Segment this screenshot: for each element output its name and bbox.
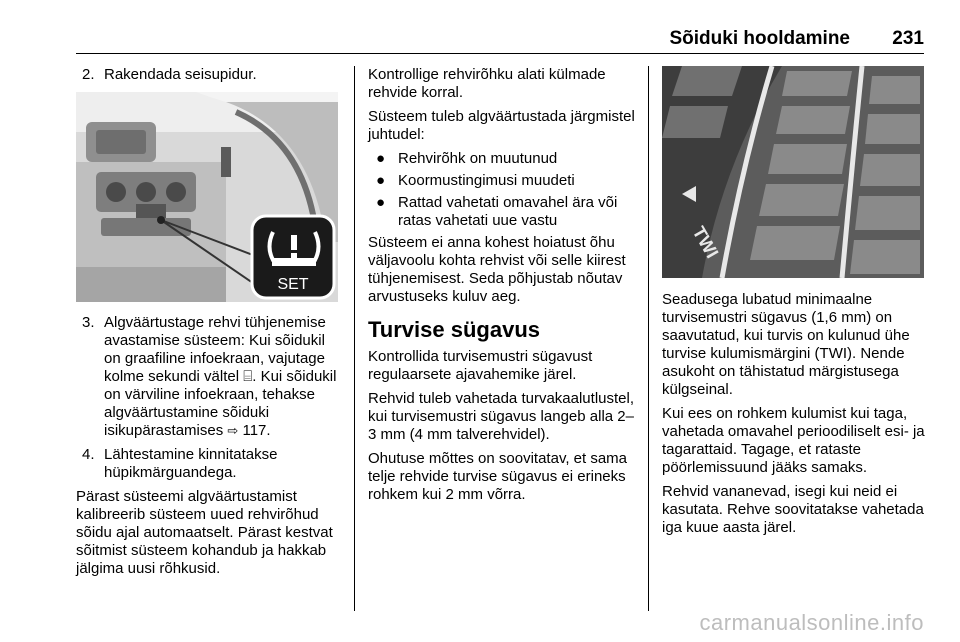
bullet-item: ● Koormustingimusi muudeti [376, 172, 575, 189]
page-number: 231 [892, 28, 924, 49]
cold-tyres-paragraph: Kontrollige rehvirõhku alati külmade rehvide korral. [368, 66, 606, 101]
left-column-lower [76, 314, 344, 584]
bullet-item: ● Rattad vahetati omavahel ära või ratas vahetati uue vastu [376, 194, 618, 229]
bullet-item: ● Rehvirõhk on muutunud [376, 150, 558, 167]
page-header-title: Sõiduki hooldamine [669, 28, 850, 49]
watermark: carmanualsonline.info [699, 610, 924, 635]
twi-label: TWI [688, 223, 723, 262]
section-heading: Turvise sügavus [368, 317, 540, 342]
page-reference-arrow-icon: ⇨ [227, 423, 239, 438]
bullet-icon: ● [376, 150, 386, 167]
menu-button-icon: ⌸ [243, 368, 253, 385]
bullet-icon: ● [376, 194, 386, 211]
tyre-tread-illustration [662, 66, 924, 278]
ageing-paragraph: Rehvid vananevad, isegi kui neid ei kasutata. Rehve soovitatakse vahetada iga kuue aasta järel. [662, 483, 924, 536]
dashboard-illustration [76, 92, 338, 302]
set-button-label: SET [277, 276, 309, 293]
step-3: 3. Algväärtustage rehvi tühjenemise avastamise süsteem: Kui sõidukil on graafiline infoekraan, vajutage kolme sekundi vältel ⌸. Kui sõidukil on värviline infoekraan, tehakse algväärtustamine sõiduki isikupärastamises ⇨ 117. [82, 314, 337, 439]
axle-difference-paragraph: Ohutuse mõttes on soovitatav, et sama telje rehvide turvise sügavus ei erineks rohkem kui 2 mm võrra. [368, 450, 628, 503]
right-column [662, 291, 926, 543]
tpms-set-button-figure [76, 92, 338, 302]
step-2: 2. Rakendada seisupidur. [82, 66, 257, 83]
calibration-paragraph: Pärast süsteemi algväärtustamist kalibreerib süsteem uued rehvirõhud sõidu ajal automaatselt. Pärast kestvat sõitmist süsteem kohandub ja hakkab jälgima uusi rõhkusid. [76, 488, 333, 577]
left-column [76, 66, 344, 90]
header-rule [76, 53, 924, 54]
legal-minimum-paragraph: Seadusega lubatud minimaalne turvisemustri sügavus (1,6 mm) on saavutatud, kui turvis on kulunud ühe turvise kulumismärgini (TWI). Nende asukoht on tähistatud märgistusega külgseinal. [662, 291, 910, 398]
warning-delay-paragraph: Süsteem ei anna kohest hoiatust õhu väljavoolu kohta rehvist või selle kiirest tühjenemisest. Seda põhjustab nõutav arvustuseks kuluv aeg. [368, 234, 626, 305]
reset-conditions-intro: Süsteem tuleb algväärtustada järgmistel juhtudel: [368, 108, 635, 143]
bullet-icon: ● [376, 172, 386, 189]
column-divider-1 [354, 66, 355, 611]
replace-tyres-paragraph: Rehvid tuleb vahetada turvakaalutlustel, kui turvisemustri sügavus langeb alla 2–3 mm (4 mm talverehvidel). [368, 390, 635, 443]
tread-wear-indicator-figure [662, 66, 924, 278]
rotation-paragraph: Kui ees on rohkem kulumist kui taga, vahetada omavahel perioodiliselt esi- ja tagarattaid. Tagage, et rataste pöörlemissuund jääks samaks. [662, 405, 925, 476]
step-4: 4. Lähtestamine kinnitatakse hüpikmärguandega. [82, 446, 278, 481]
column-divider-2 [648, 66, 649, 611]
middle-column [368, 66, 638, 510]
page-reference[interactable]: 117. [238, 422, 271, 439]
tread-check-paragraph: Kontrollida turvisemustri sügavust regulaarsete ajavahemike järel. [368, 348, 593, 383]
